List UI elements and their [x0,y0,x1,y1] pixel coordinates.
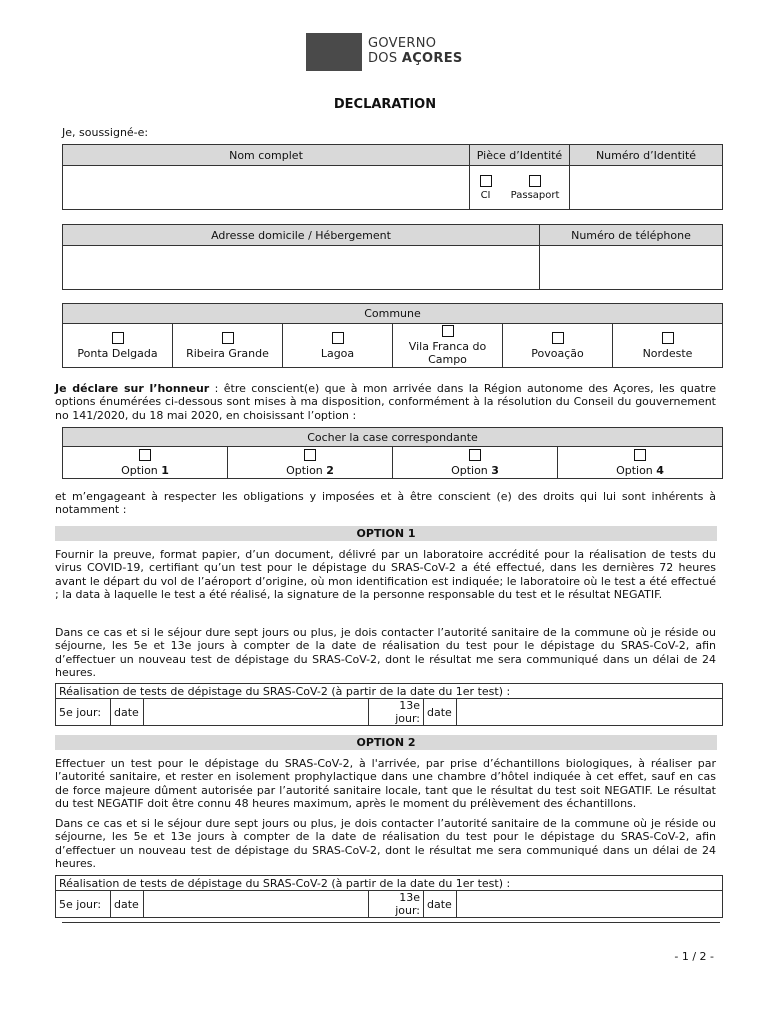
checkbox[interactable] [332,332,344,344]
engagement-text: et m’engageant à respecter les obligations y imposées et à être conscient (e) des droits qui lui sont inhérents à notamment : [55,490,716,517]
footer-divider [62,922,720,923]
commune-label: Lagoa [320,346,355,360]
logo-line2: DOS AÇORES [368,51,463,66]
ci-checkbox[interactable] [480,175,492,187]
intro-text: Je, soussigné-e: [62,126,149,139]
identity-table [62,144,723,210]
option-4-checkbox[interactable] [634,449,646,461]
day5-label: 5e jour: [56,699,111,726]
piece-identite-choice [470,166,570,210]
checkbox[interactable] [662,332,674,344]
commune-nordeste[interactable] [613,324,723,368]
commune-label: Nordeste [642,346,693,360]
day5-date-label: date [111,891,144,918]
commune-ribeira-grande[interactable] [173,324,283,368]
option-1-cell[interactable]: Option 1 [63,447,228,479]
commune-label: Ribeira Grande [186,346,269,360]
declaration-bold: Je déclare sur l’honneur [55,382,210,395]
option-1-tests-table [55,683,723,726]
commune-ponta-delgada[interactable] [63,324,173,368]
checkbox[interactable] [552,332,564,344]
day13-label: 13e jour: [369,891,424,918]
logo-line1: GOVERNO [368,36,437,51]
option-3-cell[interactable]: Option 3 [393,447,558,479]
commune-lagoa[interactable] [283,324,393,368]
day13-date-label: date [424,891,457,918]
day13-date-label: date [424,699,457,726]
day5-date-label: date [111,699,144,726]
ci-label: CI [480,189,491,201]
option-2-paragraph-1: Effectuer un test pour le dépistage du SRAS-CoV-2, à l'arrivée, par prise d’échantillons biologiques, à réaliser par l’autorité sanitaire, et rester en isolement prophylactique dans une chambre d’hôtel indiquée à cet effet, sauf en cas de force majeure dûment autorisée par l’autorité sanitaire locale, tant que le résultat du test soit NEGATIF. Le résultat du test NEGATIF doit être connu 48 heures maximum, après le moment du prélèvement des échantillons. [55,757,716,811]
passport-option [511,175,560,201]
option-1-checkbox[interactable] [139,449,151,461]
option-1-paragraph-2: Dans ce cas et si le séjour dure sept jours ou plus, je dois contacter l’autorité sanitaire de la commune où je réside ou séjourne, les 5e et 13e jours à compter de la date de réalisation du test pour le dépistage du SRAS-CoV-2, afin d’effectuer un nouveau test de dépistage du SRAS-CoV-2, dont le résultat me sera communiqué dans un délai de 24 heures. [55,626,716,680]
col-telephone: Numéro de téléphone [540,225,723,246]
day13-date-field[interactable] [457,891,723,918]
passport-checkbox[interactable] [529,175,541,187]
checkbox[interactable] [112,332,124,344]
option-2-cell[interactable]: Option 2 [228,447,393,479]
option-2-tests-label: Réalisation de tests de dépistage du SRAS-CoV-2 (à partir de la date du 1er test) : [56,876,723,891]
checkbox[interactable] [442,325,454,337]
numero-identite-field[interactable] [570,166,723,210]
telephone-field[interactable] [540,246,723,290]
col-adresse: Adresse domicile / Hébergement [63,225,540,246]
col-nom-complet: Nom complet [63,145,470,166]
address-table [62,224,723,290]
day13-label: 13e jour: [369,699,424,726]
option-3-checkbox[interactable] [469,449,481,461]
option-1-title: OPTION 1 [55,526,717,541]
option-4-cell[interactable]: Option 4 [558,447,723,479]
day13-date-field[interactable] [457,699,723,726]
day5-date-field[interactable] [144,699,369,726]
col-numero-identite: Numéro d’Identité [570,145,723,166]
commune-label: Ponta Delgada [77,346,158,360]
page-title: DECLARATION [333,97,437,112]
option-1-paragraph-1: Fournir la preuve, format papier, d’un document, délivré par un laboratoire accrédité pour la réalisation de tests du virus COVID-19, certifiant qu’un test pour le dépistage du SRAS-CoV-2 a été effectué, dans les dernières 72 heures avant le départ du vol de l’aéroport d’origine, où mon identification est indiquée; le laboratoire où le test a été effectué ; la data à laquelle le test a été réalisé, la signature de la personne responsable du test et le résultat NEGATIF. [55,548,716,602]
page-number: - 1 / 2 - [674,950,714,963]
col-piece-identite: Pièce d’Identité [470,145,570,166]
declaration-text: : être conscient(e) que à mon arrivée dans la Région autonome des Açores, les quatre options énumérées ci-dessous sont mises à ma disposition, conformément à la résolution du Conseil du gouvernement no 141/2020, du 18 mai 2020, en choisissant l’option : [55,382,717,422]
nom-complet-field[interactable] [63,166,470,210]
option-2-paragraph-2: Dans ce cas et si le séjour dure sept jours ou plus, je dois contacter l’autorité sanitaire de la commune où je réside ou séjourne, les 5e et 13e jours à compter de la date de réalisation du test pour le dépistage du SRAS-CoV-2, afin d’effectuer un nouveau test de dépistage du SRAS-CoV-2, dont le résultat me sera communiqué dans un délai de 24 heures. [55,817,716,871]
option-2-checkbox[interactable] [304,449,316,461]
day5-label: 5e jour: [56,891,111,918]
commune-povoacao[interactable] [503,324,613,368]
adresse-field[interactable] [63,246,540,290]
option-2-tests-table [55,875,723,918]
declaration-paragraph [55,382,716,422]
commune-label: Povoação [531,346,584,360]
options-header: Cocher la case correspondante [63,428,723,447]
options-table [62,427,723,479]
commune-label: Vila Franca do Campo [408,340,487,366]
commune-vila-franca[interactable] [393,324,503,368]
commune-header: Commune [63,304,723,324]
ci-option [480,175,492,201]
passport-label: Passaport [510,189,560,201]
day5-date-field[interactable] [144,891,369,918]
logo [368,36,463,66]
option-1-tests-label: Réalisation de tests de dépistage du SRAS-CoV-2 (à partir de la date du 1er test) : [56,684,723,699]
checkbox[interactable] [222,332,234,344]
logo-emblem [306,33,362,71]
option-2-title: OPTION 2 [55,735,717,750]
commune-table [62,303,723,368]
